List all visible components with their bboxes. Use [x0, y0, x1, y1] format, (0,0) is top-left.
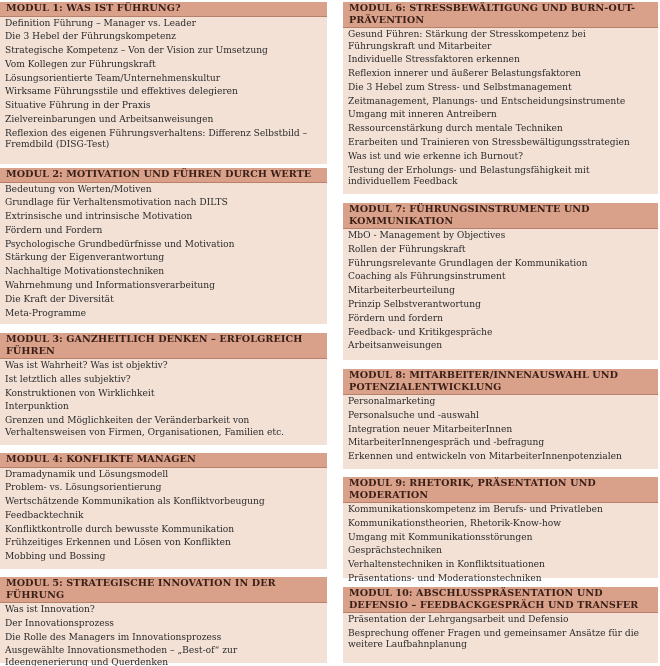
- module-2: [0, 168, 327, 324]
- list-item: Der Innovationsprozess: [5, 618, 114, 629]
- list-item: Die Rolle des Managers im Innovationsprozess: [5, 632, 222, 643]
- list-item: Ressourcenstärkung durch mentale Techniken: [348, 124, 563, 135]
- list-item: Zielvereinbarungen und Arbeitsanweisungen: [5, 115, 214, 126]
- list-item: Extrinsische und intrinsische Motivation: [5, 212, 193, 223]
- list-item: Fördern und Fordern: [5, 225, 103, 236]
- list-item: MitarbeiterInnengespräch und -befragung: [348, 438, 545, 449]
- list-item: Feedbacktechnik: [5, 510, 84, 521]
- module-9-list: [343, 503, 658, 589]
- module-8-title: MODUL 8: MITARBEITER/INNENAUSWAHL UND POTENZIALENTWICKLUNG: [343, 369, 658, 395]
- module-7-title: MODUL 7: FÜHRUNGSINSTRUMENTE UND KOMMUNIKATION: [343, 203, 658, 229]
- list-item: Reflexion des eigenen Führungsverhaltens: Differenz Selbstbild – Fremdbild (DISG-Test): [5, 128, 308, 151]
- module-3-title: MODUL 3: GANZHEITLICH DENKEN – ERFOLGREICH FÜHREN: [0, 333, 327, 359]
- list-item: Die 3 Hebel zum Stress- und Selbstmanagement: [348, 82, 572, 93]
- module-10-list: [343, 613, 658, 655]
- list-item: Verhaltenstechniken in Konfliktsituationen: [348, 560, 545, 571]
- list-item: Vom Kollegen zur Führungskraft: [5, 59, 156, 70]
- module-1-title: MODUL 1: WAS IST FÜHRUNG?: [0, 2, 327, 17]
- list-item: Zeitmanagement, Planungs- und Entscheidungsinstrumente: [348, 96, 626, 107]
- module-3: [0, 333, 327, 445]
- list-item: Definition Führung – Manager vs. Leader: [5, 18, 196, 29]
- module-5-title: MODUL 5: STRATEGISCHE INNOVATION IN DER FÜHRUNG: [0, 577, 327, 603]
- list-item: Arbeitsanweisungen: [348, 341, 443, 352]
- list-item: Bedeutung von Werten/Motiven: [5, 184, 152, 195]
- list-item: Interpunktion: [5, 402, 69, 413]
- module-6-list: [343, 28, 658, 192]
- list-item: Gesund Führen: Stärkung der Stresskompetenz bei Führungskraft und Mitarbeiter: [348, 30, 586, 52]
- list-item: Grenzen und Möglichkeiten der Veränderbarkeit von Verhaltensweisen von Firmen, Organisationen, Familien etc.: [5, 416, 285, 438]
- list-item: Prinzip Selbstverantwortung: [348, 299, 481, 310]
- list-item: Reflexion innerer und äußerer Belastungsfaktoren: [348, 68, 581, 79]
- list-item: Coaching als Führungsinstrument: [348, 272, 506, 283]
- list-item: Feedback- und Kritikgespräche: [348, 327, 493, 338]
- module-4-list: [0, 468, 327, 568]
- list-item: Präsentation der Lehrgangsarbeit und Defensio: [348, 615, 569, 625]
- module-8-list: [343, 395, 658, 467]
- list-item: Individuelle Stressfaktoren erkennen: [348, 55, 520, 66]
- list-item: Die Kraft der Diversität: [5, 294, 114, 305]
- module-10-title: MODUL 10: ABSCHLUSSPRÄSENTATION UND DEFENSIO – FEEDBACKGESPRÄCH UND TRANSFER: [343, 587, 658, 613]
- list-item: Fördern und fordern: [348, 313, 443, 324]
- list-item: Kommunikationskompetenz im Berufs- und Privatleben: [348, 505, 603, 515]
- list-item: Personalmarketing: [348, 397, 436, 407]
- module-9: [343, 477, 658, 584]
- list-item: Stärkung der Eigenverantwortung: [5, 253, 165, 264]
- list-item: MbO - Management by Objectives: [348, 231, 506, 241]
- list-item: Meta-Programme: [5, 308, 87, 319]
- list-item: Führungsrelevante Grundlagen der Kommunikation: [348, 258, 588, 269]
- list-item: Erkennen und entwickeln von MitarbeiterInnenpotenzialen: [348, 452, 622, 463]
- list-item: Strategische Kompetenz – Von der Vision zur Umsetzung: [5, 46, 268, 57]
- list-item: Umgang mit inneren Antreibern: [348, 110, 497, 121]
- list-item: Erarbeiten und Trainieren von Stressbewältigungsstrategien: [348, 137, 630, 148]
- list-item: Was ist Innovation?: [5, 605, 95, 615]
- list-item: Personalsuche und -auswahl: [348, 410, 479, 421]
- module-3-list: [0, 359, 327, 442]
- list-item: Was ist und wie erkenne ich Burnout?: [348, 151, 524, 162]
- module-8: [343, 369, 658, 469]
- module-5-list: [0, 603, 327, 666]
- list-item: Mobbing und Bossing: [5, 552, 106, 563]
- list-item: Rollen der Führungskraft: [348, 244, 466, 255]
- list-item: Gesprächstechniken: [348, 546, 443, 557]
- list-item: Ausgewählte Innovationsmethoden – „Best-of“ zur Ideengenerierung und Querdenken: [5, 646, 238, 666]
- list-item: Grundlage für Verhaltensmotivation nach DILTS: [5, 198, 228, 209]
- list-item: Wertschätzende Kommunikation als Konfliktvorbeugung: [5, 497, 265, 508]
- list-item: Umgang mit Kommunikationsstörungen: [348, 532, 533, 543]
- module-10: [343, 587, 658, 663]
- list-item: Testung der Erholungs- und Belastungsfähigkeit mit individuellem Feedback: [348, 165, 590, 188]
- list-item: Die 3 Hebel der Führungskompetenz: [5, 32, 176, 43]
- module-9-title: MODUL 9: RHETORIK, PRÄSENTATION UND MODERATION: [343, 477, 658, 503]
- list-item: Dramadynamik und Lösungsmodell: [5, 469, 169, 480]
- module-6-title: MODUL 6: STRESSBEWÄLTIGUNG UND BURN-OUT-PRÄVENTION: [343, 2, 658, 28]
- module-1-list: [0, 17, 327, 156]
- module-4-title: MODUL 4: KONFLIKTE MANAGEN: [0, 453, 327, 468]
- list-item: Wirksame Führungsstile und effektives delegieren: [5, 87, 238, 98]
- module-6: [343, 2, 658, 194]
- list-item: Konfliktkontrolle durch bewusste Kommunikation: [5, 524, 235, 535]
- list-item: Mitarbeiterbeurteilung: [348, 286, 455, 297]
- list-item: Konstruktionen von Wirklichkeit: [5, 388, 155, 399]
- module-4: [0, 453, 327, 569]
- module-2-list: [0, 183, 327, 324]
- list-item: Nachhaltige Motivationstechniken: [5, 267, 165, 278]
- list-item: Lösungsorientierte Team/Unternehmenskultur: [5, 73, 221, 84]
- module-2-title: MODUL 2: MOTIVATION UND FÜHREN DURCH WERTE: [0, 168, 327, 183]
- list-item: Präsentations- und Moderationstechniken: [348, 573, 542, 584]
- list-item: Situative Führung in der Praxis: [5, 101, 151, 112]
- list-item: Ist letztlich alles subjektiv?: [5, 374, 131, 385]
- list-item: Problem- vs. Lösungsorientierung: [5, 483, 162, 494]
- list-item: Psychologische Grundbedürfnisse und Motivation: [5, 239, 235, 250]
- list-item: Was ist Wahrheit? Was ist objektiv?: [5, 361, 168, 371]
- list-item: Kommunikationstheorien, Rhetorik-Know-how: [348, 518, 562, 529]
- module-7: [343, 203, 658, 360]
- list-item: Integration neuer MitarbeiterInnen: [348, 424, 513, 435]
- module-1: [0, 2, 327, 164]
- list-item: Frühzeitiges Erkennen und Lösen von Konflikten: [5, 538, 231, 549]
- list-item: Besprechung offener Fragen und gemeinsamer Ansätze für die weitere Laufbahnplanung: [348, 628, 640, 651]
- module-5: [0, 577, 327, 666]
- list-item: Wahrnehmung und Informationsverarbeitung: [5, 281, 215, 292]
- module-7-list: [343, 229, 658, 356]
